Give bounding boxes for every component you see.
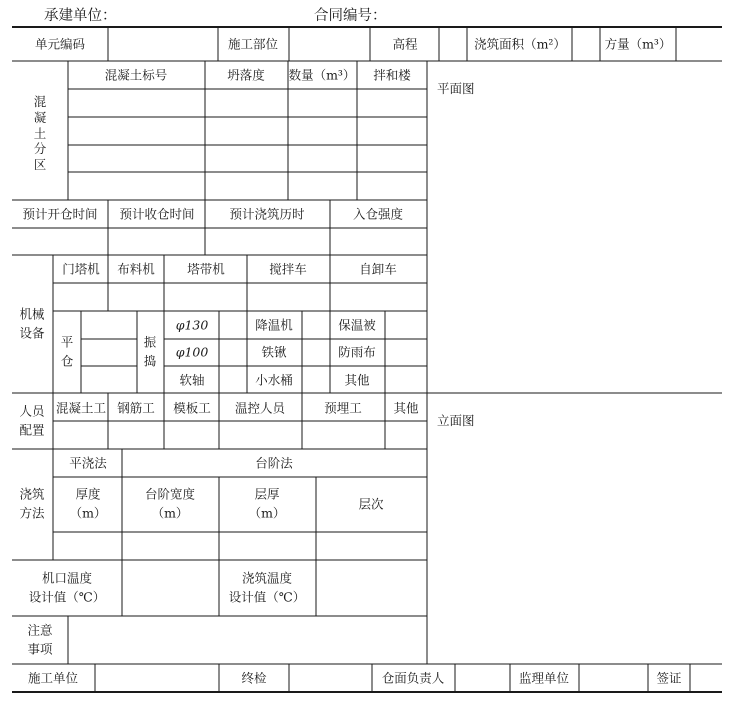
personnel-others-header: 其他: [393, 400, 419, 416]
formwork-worker-header: 模板工: [173, 400, 211, 416]
vibrator-130-label: φ130: [175, 317, 209, 333]
layer-count-header: 层次: [358, 496, 384, 512]
layer-thickness-header: 层厚 （m）: [248, 486, 286, 521]
pouring-method-label: 浇筑 方法: [19, 486, 45, 521]
thickness-header: 厚度 （m）: [69, 486, 107, 521]
flex-shaft-label: 软轴: [179, 372, 205, 388]
mixer-truck-header: 搅拌车: [269, 261, 307, 277]
step-pour-header: 台阶法: [255, 455, 293, 471]
concrete-zone-label: 混 凝 土 分 区: [33, 94, 47, 172]
construction-part-label: 施工部位: [227, 36, 279, 52]
equipment-label: 机械 设备: [19, 306, 45, 341]
insulation-quilt-label: 保温被: [338, 317, 376, 333]
mixing-plant-header: 拌和楼: [373, 67, 411, 83]
shovel-label: 铁锹: [261, 344, 287, 360]
outlet-temp-design-label: 机口温度 设计值（℃）: [28, 570, 106, 605]
plan-view-label: 平面图: [437, 80, 475, 96]
flat-pour-header: 平浇法: [69, 455, 107, 471]
close-time-header: 预计收仓时间: [119, 206, 195, 222]
vibrating-label: 振 捣: [143, 334, 157, 369]
slump-header: 坍落度: [227, 67, 265, 83]
unit-code-label: 单元编码: [34, 36, 86, 52]
personnel-label: 人员 配置: [19, 403, 45, 438]
entry-strength-header: 入仓强度: [352, 206, 404, 222]
pour-area-label: 浇筑面积（m²）: [474, 36, 566, 52]
rebar-worker-header: 钢筋工: [117, 400, 155, 416]
construction-unit-label: 施工单位: [27, 670, 79, 686]
dump-truck-header: 自卸车: [359, 261, 397, 277]
notes-label: 注意 事项: [27, 622, 53, 657]
temp-control-header: 温控人员: [234, 400, 286, 416]
cooling-machine-label: 降温机: [255, 317, 293, 333]
gantry-crane-header: 门塔机: [62, 261, 100, 277]
concrete-worker-header: 混凝土工: [55, 400, 107, 416]
equipment-others-label: 其他: [344, 372, 370, 388]
sign-label: 签证: [656, 670, 682, 686]
bucket-label: 小水桶: [255, 372, 293, 388]
contractor-label: 承建单位：: [44, 8, 117, 24]
rain-cloth-label: 防雨布: [338, 344, 376, 360]
elevation-view-label: 立面图: [437, 412, 475, 428]
vibrator-100-label: φ100: [175, 344, 209, 360]
open-time-header: 预计开仓时间: [22, 206, 98, 222]
quantity-header: 数量（m³）: [288, 67, 356, 83]
embedded-worker-header: 预埋工: [324, 400, 362, 416]
volume-label: 方量（m³）: [604, 36, 672, 52]
duration-header: 预计浇筑历时: [229, 206, 305, 222]
conveyor-header: 塔带机: [187, 261, 225, 277]
leveling-label: 平 仓: [60, 334, 74, 369]
block-leader-label: 仓面负责人: [381, 670, 445, 686]
supervision-unit-label: 监理单位: [518, 670, 570, 686]
contract-number-label: 合同编号：: [314, 8, 387, 24]
step-width-header: 台阶宽度 （m）: [144, 486, 196, 521]
final-check-label: 终检: [241, 670, 267, 686]
concrete-grade-header: 混凝土标号: [104, 67, 168, 83]
pour-temp-design-label: 浇筑温度 设计值（℃）: [228, 570, 306, 605]
elevation-label: 高程: [392, 36, 418, 52]
distributor-header: 布料机: [117, 261, 155, 277]
